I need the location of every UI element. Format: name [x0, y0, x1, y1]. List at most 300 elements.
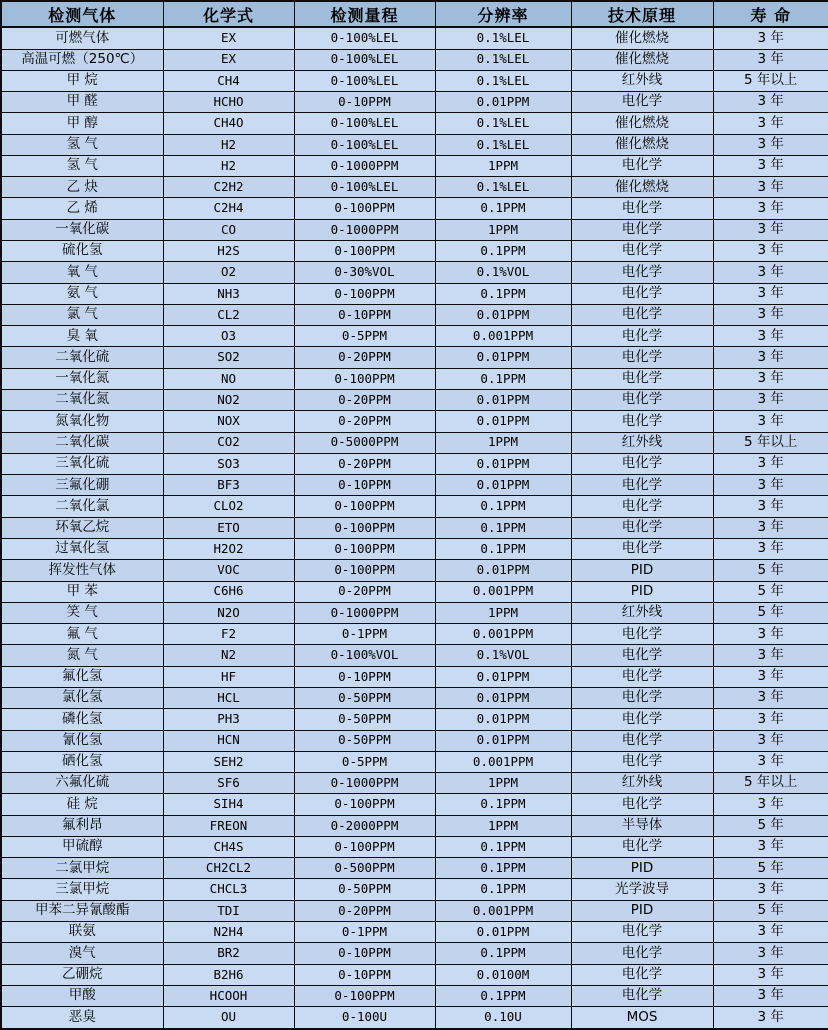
table-cell: 5 年: [713, 900, 828, 921]
table-cell: 半导体: [571, 815, 713, 836]
table-cell: 5 年: [713, 581, 828, 602]
table-cell: 0.01PPM: [435, 347, 571, 368]
table-cell: 电化学: [571, 219, 713, 240]
table-cell: OU: [163, 1007, 294, 1029]
table-cell: 0-1PPM: [294, 624, 435, 645]
table-cell: 0-20PPM: [294, 390, 435, 411]
table-cell: H2O2: [163, 538, 294, 559]
table-row: [1, 645, 828, 666]
table-row: [1, 538, 828, 559]
table-cell: MOS: [571, 1007, 713, 1029]
table-cell: 0.01PPM: [435, 922, 571, 943]
table-cell: 0.01PPM: [435, 304, 571, 325]
table-row: [1, 985, 828, 1006]
table-cell: 0.001PPM: [435, 900, 571, 921]
table-cell: 0.1%VOL: [435, 645, 571, 666]
table-cell: 0.1PPM: [435, 836, 571, 857]
table-cell: 0-100%LEL: [294, 113, 435, 134]
table-cell: 0-1000PPM: [294, 219, 435, 240]
table-cell: SF6: [163, 773, 294, 794]
table-cell: 0.1PPM: [435, 879, 571, 900]
table-cell: PID: [571, 858, 713, 879]
gas-name-cell: 二氧化碳: [1, 432, 163, 453]
table-cell: C2H2: [163, 177, 294, 198]
table-cell: 0-100PPM: [294, 985, 435, 1006]
table-cell: 5 年以上: [713, 432, 828, 453]
table-cell: 0.01PPM: [435, 687, 571, 708]
table-cell: 3 年: [713, 751, 828, 772]
table-cell: PH3: [163, 709, 294, 730]
table-row: [1, 368, 828, 389]
table-cell: 0.01PPM: [435, 730, 571, 751]
table-cell: 催化燃烧: [571, 27, 713, 49]
table-cell: 红外线: [571, 70, 713, 91]
table-cell: 0-1PPM: [294, 922, 435, 943]
table-cell: PID: [571, 560, 713, 581]
table-cell: 0-100U: [294, 1007, 435, 1029]
table-cell: 3 年: [713, 49, 828, 70]
table-cell: 5 年以上: [713, 773, 828, 794]
table-row: [1, 262, 828, 283]
table-cell: H2S: [163, 241, 294, 262]
table-cell: 光学波导: [571, 879, 713, 900]
gas-name-cell: 三氯甲烷: [1, 879, 163, 900]
gas-name-cell: 六氟化硫: [1, 773, 163, 794]
table-cell: 电化学: [571, 453, 713, 474]
table-row: [1, 900, 828, 921]
table-cell: 电化学: [571, 283, 713, 304]
table-cell: 电化学: [571, 326, 713, 347]
table-cell: 3 年: [713, 283, 828, 304]
table-cell: 0-100PPM: [294, 538, 435, 559]
gas-name-cell: 二氧化氯: [1, 496, 163, 517]
table-cell: 3 年: [713, 368, 828, 389]
table-row: [1, 858, 828, 879]
gas-name-cell: 臭 氧: [1, 326, 163, 347]
gas-name-cell: 氮氧化物: [1, 411, 163, 432]
table-cell: 0-50PPM: [294, 709, 435, 730]
table-cell: 5 年: [713, 602, 828, 623]
table-cell: 0-20PPM: [294, 581, 435, 602]
table-cell: CH4S: [163, 836, 294, 857]
table-cell: CH2CL2: [163, 858, 294, 879]
table-cell: 电化学: [571, 241, 713, 262]
table-row: [1, 219, 828, 240]
table-row: [1, 326, 828, 347]
gas-name-cell: 硒化氢: [1, 751, 163, 772]
table-cell: H2: [163, 134, 294, 155]
table-cell: CL2: [163, 304, 294, 325]
table-cell: 红外线: [571, 773, 713, 794]
table-cell: 0.1%LEL: [435, 113, 571, 134]
table-cell: SEH2: [163, 751, 294, 772]
table-cell: 5 年: [713, 858, 828, 879]
gas-name-cell: 恶臭: [1, 1007, 163, 1029]
table-cell: CLO2: [163, 496, 294, 517]
gas-name-cell: 一氧化碳: [1, 219, 163, 240]
table-cell: 3 年: [713, 155, 828, 176]
table-cell: 0.1PPM: [435, 858, 571, 879]
table-cell: 0.01PPM: [435, 666, 571, 687]
table-cell: 0.1PPM: [435, 538, 571, 559]
table-cell: 3 年: [713, 475, 828, 496]
gas-name-cell: 甲 苯: [1, 581, 163, 602]
table-row: [1, 836, 828, 857]
table-cell: 0.1PPM: [435, 943, 571, 964]
table-cell: 0.01PPM: [435, 560, 571, 581]
gas-name-cell: 乙 炔: [1, 177, 163, 198]
table-cell: HCL: [163, 687, 294, 708]
table-cell: 0.1PPM: [435, 241, 571, 262]
table-row: [1, 496, 828, 517]
table-cell: 电化学: [571, 645, 713, 666]
table-cell: 1PPM: [435, 773, 571, 794]
table-cell: 3 年: [713, 113, 828, 134]
table-cell: 3 年: [713, 964, 828, 985]
table-cell: 电化学: [571, 794, 713, 815]
table-cell: 1PPM: [435, 815, 571, 836]
table-cell: 电化学: [571, 368, 713, 389]
table-cell: 3 年: [713, 645, 828, 666]
gas-name-cell: 甲酸: [1, 985, 163, 1006]
table-cell: 0-2000PPM: [294, 815, 435, 836]
table-cell: 电化学: [571, 262, 713, 283]
table-cell: 0.1PPM: [435, 283, 571, 304]
table-row: [1, 49, 828, 70]
table-cell: C2H4: [163, 198, 294, 219]
gas-name-cell: 乙硼烷: [1, 964, 163, 985]
table-cell: 电化学: [571, 751, 713, 772]
table-cell: SO3: [163, 453, 294, 474]
table-cell: 5 年以上: [713, 70, 828, 91]
table-cell: 0.1PPM: [435, 368, 571, 389]
column-header-4: 技术原理: [571, 1, 713, 27]
table-cell: 电化学: [571, 985, 713, 1006]
column-header-3: 分辨率: [435, 1, 571, 27]
table-cell: 电化学: [571, 517, 713, 538]
gas-name-cell: 甲苯二异氰酸酯: [1, 900, 163, 921]
table-row: [1, 283, 828, 304]
gas-name-cell: 二氯甲烷: [1, 858, 163, 879]
table-cell: 0.1%LEL: [435, 70, 571, 91]
table-header: [1, 1, 828, 27]
table-cell: EX: [163, 27, 294, 49]
table-cell: 0.10U: [435, 1007, 571, 1029]
table-cell: 0-50PPM: [294, 687, 435, 708]
table-cell: HF: [163, 666, 294, 687]
table-cell: CH4: [163, 70, 294, 91]
table-row: [1, 411, 828, 432]
table-cell: 3 年: [713, 304, 828, 325]
table-cell: 0-50PPM: [294, 730, 435, 751]
table-cell: 3 年: [713, 326, 828, 347]
table-cell: 0.001PPM: [435, 326, 571, 347]
table-cell: 红外线: [571, 432, 713, 453]
table-cell: 0-100%LEL: [294, 177, 435, 198]
table-cell: 0-10PPM: [294, 92, 435, 113]
table-cell: NOX: [163, 411, 294, 432]
gas-name-cell: 氰化氢: [1, 730, 163, 751]
table-cell: 0-20PPM: [294, 347, 435, 368]
table-cell: 0.1PPM: [435, 985, 571, 1006]
gas-name-cell: 磷化氢: [1, 709, 163, 730]
table-cell: 3 年: [713, 198, 828, 219]
table-cell: 0-5PPM: [294, 326, 435, 347]
gas-name-cell: 二氧化硫: [1, 347, 163, 368]
table-cell: 电化学: [571, 496, 713, 517]
table-cell: C6H6: [163, 581, 294, 602]
table-cell: 3 年: [713, 879, 828, 900]
table-cell: 0.1%LEL: [435, 134, 571, 155]
table-cell: 0-1000PPM: [294, 773, 435, 794]
table-cell: SIH4: [163, 794, 294, 815]
table-cell: 0-100%LEL: [294, 70, 435, 91]
table-cell: 0-20PPM: [294, 411, 435, 432]
table-cell: 3 年: [713, 390, 828, 411]
gas-name-cell: 氢 气: [1, 134, 163, 155]
table-cell: 0-100%VOL: [294, 645, 435, 666]
table-cell: 0-20PPM: [294, 453, 435, 474]
table-cell: 0.1%LEL: [435, 177, 571, 198]
gas-name-cell: 硫化氢: [1, 241, 163, 262]
gas-name-cell: 笑 气: [1, 602, 163, 623]
table-row: [1, 475, 828, 496]
table-row: [1, 687, 828, 708]
table-cell: 电化学: [571, 964, 713, 985]
table-cell: PID: [571, 581, 713, 602]
table-cell: 3 年: [713, 624, 828, 645]
table-cell: 3 年: [713, 687, 828, 708]
table-row: [1, 560, 828, 581]
table-cell: NO: [163, 368, 294, 389]
table-cell: 3 年: [713, 1007, 828, 1029]
table-cell: 电化学: [571, 304, 713, 325]
table-cell: BR2: [163, 943, 294, 964]
table-cell: 0.01PPM: [435, 92, 571, 113]
table-cell: 0-100PPM: [294, 560, 435, 581]
table-cell: 0-100PPM: [294, 368, 435, 389]
table-body: [1, 27, 828, 1029]
table-cell: 3 年: [713, 538, 828, 559]
table-row: [1, 751, 828, 772]
table-cell: 电化学: [571, 730, 713, 751]
table-cell: 0-10PPM: [294, 964, 435, 985]
table-row: [1, 943, 828, 964]
table-cell: TDI: [163, 900, 294, 921]
table-row: [1, 581, 828, 602]
table-cell: 0-10PPM: [294, 666, 435, 687]
table-row: [1, 134, 828, 155]
table-row: [1, 432, 828, 453]
column-header-5: 寿 命: [713, 1, 828, 27]
table-cell: SO2: [163, 347, 294, 368]
table-row: [1, 1007, 828, 1029]
table-cell: 3 年: [713, 347, 828, 368]
table-cell: 3 年: [713, 943, 828, 964]
table-cell: 1PPM: [435, 219, 571, 240]
table-cell: 0.1%LEL: [435, 49, 571, 70]
table-row: [1, 390, 828, 411]
table-cell: 催化燃烧: [571, 177, 713, 198]
table-cell: 0.01PPM: [435, 390, 571, 411]
gas-name-cell: 氟 气: [1, 624, 163, 645]
gas-name-cell: 氟化氢: [1, 666, 163, 687]
table-cell: 3 年: [713, 453, 828, 474]
gas-name-cell: 溴气: [1, 943, 163, 964]
table-cell: 3 年: [713, 92, 828, 113]
table-cell: 0-100PPM: [294, 496, 435, 517]
table-cell: 电化学: [571, 624, 713, 645]
table-row: [1, 602, 828, 623]
table-cell: HCN: [163, 730, 294, 751]
gas-name-cell: 乙 烯: [1, 198, 163, 219]
table-cell: 电化学: [571, 538, 713, 559]
table-cell: 电化学: [571, 411, 713, 432]
table-cell: 0-100PPM: [294, 836, 435, 857]
table-row: [1, 922, 828, 943]
table-row: [1, 879, 828, 900]
table-cell: 电化学: [571, 92, 713, 113]
table-cell: 0-100PPM: [294, 794, 435, 815]
gas-name-cell: 三氟化硼: [1, 475, 163, 496]
gas-name-cell: 一氧化氮: [1, 368, 163, 389]
table-cell: HCOOH: [163, 985, 294, 1006]
table-cell: CHCL3: [163, 879, 294, 900]
table-cell: 0.01PPM: [435, 453, 571, 474]
table-cell: 3 年: [713, 177, 828, 198]
table-cell: 0-1000PPM: [294, 602, 435, 623]
table-cell: 0.1PPM: [435, 496, 571, 517]
table-cell: 0-10PPM: [294, 943, 435, 964]
table-row: [1, 964, 828, 985]
table-row: [1, 773, 828, 794]
gas-name-cell: 环氧乙烷: [1, 517, 163, 538]
table-cell: 催化燃烧: [571, 134, 713, 155]
table-cell: 0-10PPM: [294, 475, 435, 496]
table-cell: N2O: [163, 602, 294, 623]
table-cell: O3: [163, 326, 294, 347]
table-cell: 0.01PPM: [435, 411, 571, 432]
table-cell: 催化燃烧: [571, 49, 713, 70]
table-row: [1, 70, 828, 91]
gas-name-cell: 三氧化硫: [1, 453, 163, 474]
table-cell: 3 年: [713, 922, 828, 943]
table-cell: 电化学: [571, 709, 713, 730]
gas-name-cell: 氮 气: [1, 645, 163, 666]
gas-name-cell: 甲 醇: [1, 113, 163, 134]
table-row: [1, 198, 828, 219]
gas-name-cell: 氨 气: [1, 283, 163, 304]
gas-name-cell: 二氧化氮: [1, 390, 163, 411]
table-cell: 3 年: [713, 219, 828, 240]
gas-name-cell: 氟利昂: [1, 815, 163, 836]
table-cell: 3 年: [713, 496, 828, 517]
table-cell: 0.001PPM: [435, 751, 571, 772]
table-cell: ETO: [163, 517, 294, 538]
gas-name-cell: 氯 气: [1, 304, 163, 325]
table-cell: CH4O: [163, 113, 294, 134]
table-row: [1, 453, 828, 474]
table-cell: 0.001PPM: [435, 581, 571, 602]
table-cell: 0.1PPM: [435, 794, 571, 815]
table-cell: N2H4: [163, 922, 294, 943]
table-cell: 电化学: [571, 198, 713, 219]
table-cell: 0-10PPM: [294, 304, 435, 325]
table-cell: H2: [163, 155, 294, 176]
table-cell: 0-5000PPM: [294, 432, 435, 453]
table-cell: 0-100PPM: [294, 283, 435, 304]
table-cell: 0-500PPM: [294, 858, 435, 879]
table-cell: 0-100PPM: [294, 517, 435, 538]
table-cell: CO: [163, 219, 294, 240]
table-cell: 1PPM: [435, 432, 571, 453]
table-cell: BF3: [163, 475, 294, 496]
table-row: [1, 517, 828, 538]
table-cell: 电化学: [571, 390, 713, 411]
table-cell: EX: [163, 49, 294, 70]
table-cell: FREON: [163, 815, 294, 836]
column-header-1: 化学式: [163, 1, 294, 27]
table-cell: 3 年: [713, 730, 828, 751]
table-cell: 3 年: [713, 985, 828, 1006]
table-cell: 0.1PPM: [435, 198, 571, 219]
table-cell: 5 年: [713, 560, 828, 581]
table-cell: 电化学: [571, 922, 713, 943]
gas-name-cell: 氢 气: [1, 155, 163, 176]
table-row: [1, 27, 828, 49]
table-row: [1, 92, 828, 113]
table-cell: 电化学: [571, 155, 713, 176]
table-cell: N2: [163, 645, 294, 666]
table-cell: CO2: [163, 432, 294, 453]
table-row: [1, 241, 828, 262]
gas-name-cell: 过氧化氢: [1, 538, 163, 559]
gas-name-cell: 高温可燃（250℃）: [1, 49, 163, 70]
table-row: [1, 113, 828, 134]
table-row: [1, 730, 828, 751]
table-cell: 电化学: [571, 347, 713, 368]
table-cell: 3 年: [713, 411, 828, 432]
gas-name-cell: 氯化氢: [1, 687, 163, 708]
table-cell: 0-1000PPM: [294, 155, 435, 176]
table-cell: 3 年: [713, 709, 828, 730]
table-cell: 电化学: [571, 666, 713, 687]
table-row: [1, 624, 828, 645]
table-cell: 0-20PPM: [294, 900, 435, 921]
table-cell: 3 年: [713, 836, 828, 857]
column-header-2: 检测量程: [294, 1, 435, 27]
gas-name-cell: 甲硫醇: [1, 836, 163, 857]
table-cell: 催化燃烧: [571, 113, 713, 134]
table-cell: 电化学: [571, 475, 713, 496]
table-cell: NO2: [163, 390, 294, 411]
table-row: [1, 794, 828, 815]
gas-name-cell: 氧 气: [1, 262, 163, 283]
table-row: [1, 155, 828, 176]
table-cell: 0-100%LEL: [294, 27, 435, 49]
gas-name-cell: 挥发性气体: [1, 560, 163, 581]
table-cell: 1PPM: [435, 155, 571, 176]
table-cell: 3 年: [713, 666, 828, 687]
table-cell: HCHO: [163, 92, 294, 113]
table-cell: 3 年: [713, 794, 828, 815]
table-cell: 0.01PPM: [435, 709, 571, 730]
table-cell: 0.1%VOL: [435, 262, 571, 283]
gas-name-cell: 甲 烷: [1, 70, 163, 91]
table-cell: NH3: [163, 283, 294, 304]
table-cell: 0-100%LEL: [294, 134, 435, 155]
table-cell: 3 年: [713, 241, 828, 262]
